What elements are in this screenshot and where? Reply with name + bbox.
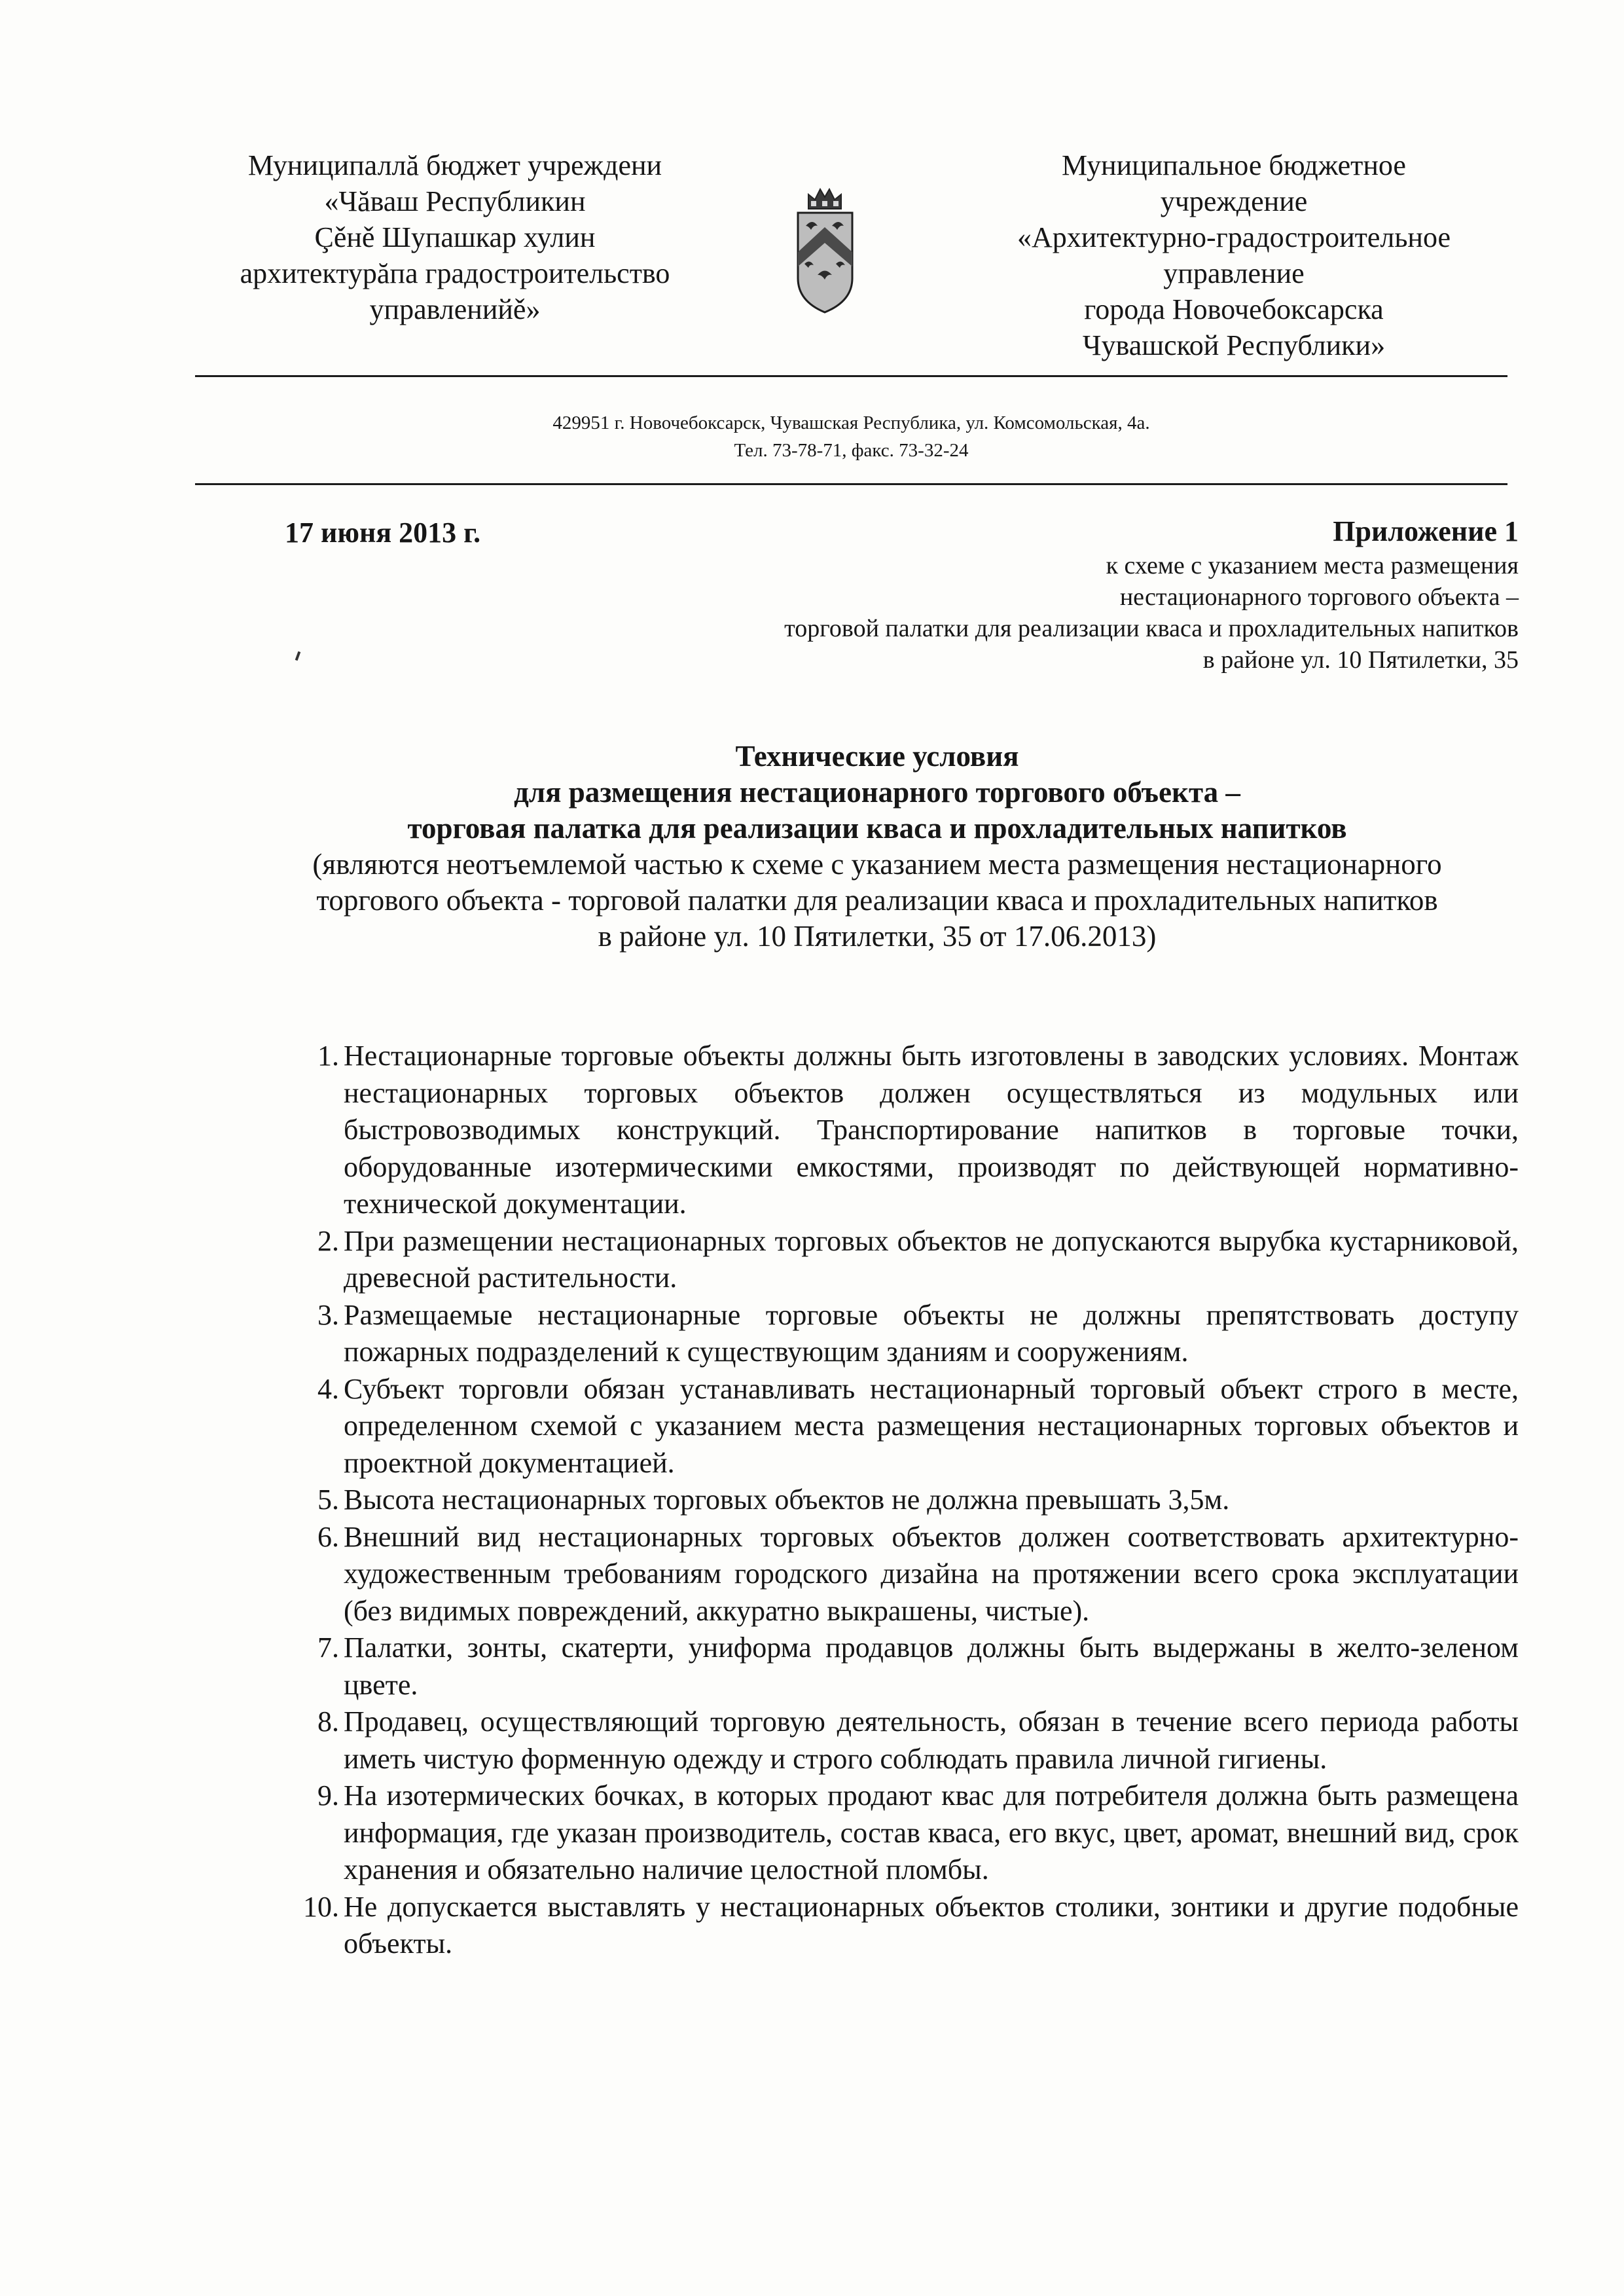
annex-line: в районе ул. 10 Пятилетки, 35 <box>1202 646 1519 674</box>
item-text: Палатки, зонты, скатерти, униформа продавцов должны быть выдержаны в желто-зеленом цвете. <box>344 1631 1519 1701</box>
condition-item <box>288 1519 1519 1630</box>
condition-item <box>288 1297 1519 1371</box>
header-left-line: управленийě» <box>369 293 541 325</box>
title-line: Технические условия <box>735 740 1019 773</box>
header-right-line: Муниципальное бюджетное <box>1062 149 1406 181</box>
condition-item <box>288 1777 1519 1889</box>
item-text: На изотермических бочках, в которых продают квас для потребителя должна быть размещена информация, где указан производитель, состав кваса, его вкус, цвет, аромат, внешний вид, срок хранения и обязательно наличие целостной пломбы. <box>344 1779 1519 1886</box>
item-number: 9. <box>317 1779 339 1812</box>
contact-info <box>195 409 1507 464</box>
header-left-line: «Чăваш Республикин <box>324 185 586 217</box>
annex-line: к схеме с указанием места размещения <box>1106 552 1519 579</box>
annex-line: торговой палатки для реализации кваса и прохладительных напитков <box>784 615 1519 642</box>
subtitle-line: (являются неотъемлемой частью к схеме с указанием места размещения нестационарного <box>312 848 1442 881</box>
coat-of-arms-emblem-icon <box>794 187 856 314</box>
item-text: Субъект торговли обязан устанавливать нестационарный торговый объект строго в месте, определенном схемой с указанием места размещения нестационарных торговых объектов и проектной документацией. <box>344 1372 1519 1479</box>
annex-title: Приложение 1 <box>1333 515 1519 547</box>
header-right-line: города Новочебоксарска <box>1084 293 1384 325</box>
header-right-line: управление <box>1163 257 1305 289</box>
condition-item <box>288 1630 1519 1704</box>
header-right-institution <box>972 147 1496 363</box>
annex-block <box>655 516 1519 676</box>
item-text: Размещаемые нестационарные торговые объекты не должны препятствовать доступу пожарных подразделений к существующим зданиям и сооружениям. <box>344 1298 1519 1368</box>
item-text: Внешний вид нестационарных торговых объектов должен соответствовать архитектурно-художественным требованиям городского дизайна на протяжении всего срока эксплуатации (без видимых повреждений, аккуратно выкрашены, чистые). <box>344 1520 1519 1627</box>
item-text: Нестационарные торговые объекты должны быть изготовлены в заводских условиях. Монтаж нестационарных торговых объектов должен осуществляться из модульных или быстровозводимых конструкций. Транспортирование напитков в торговые точки, оборудованные изотермическими емкостями, производят по действующей нормативно-технической документации. <box>344 1040 1519 1220</box>
subtitle-line: в районе ул. 10 Пятилетки, 35 от 17.06.2013) <box>598 920 1157 953</box>
document-title <box>236 738 1519 955</box>
title-line: торговая палатка для реализации кваса и прохладительных напитков <box>407 812 1347 845</box>
address-text: 429951 г. Новочебоксарск, Чувашская Республика, ул. Комсомольская, 4а. <box>552 412 1150 433</box>
header-divider-bottom <box>195 483 1507 485</box>
item-text: Продавец, осуществляющий торговую деятельность, обязан в течение всего периода работы иметь чистую форменную одежду и строго соблюдать правила личной гигиены. <box>344 1705 1519 1775</box>
condition-item <box>288 1223 1519 1297</box>
item-text: Не допускается выставлять у нестационарных объектов столики, зонтики и другие подобные объекты. <box>344 1890 1519 1959</box>
condition-item <box>288 1371 1519 1482</box>
scan-speck <box>295 651 301 661</box>
header-right-line: «Архитектурно-градостроительное <box>1017 221 1451 253</box>
item-text: Высота нестационарных торговых объектов не должна превышать 3,5м. <box>344 1484 1230 1516</box>
condition-item <box>288 1889 1519 1963</box>
item-number: 1. <box>317 1040 339 1072</box>
item-number: 4. <box>317 1372 339 1405</box>
header-left-line: Çěнě Шупашкар хулин <box>314 221 596 253</box>
header-left-line: Муниципаллă бюджет учреждени <box>247 149 662 181</box>
item-number: 10. <box>303 1890 339 1923</box>
subtitle-line: торгового объекта - торговой палатки для реализации кваса и прохладительных напитков <box>316 884 1438 917</box>
header-divider-top <box>195 375 1507 377</box>
header-right-line: Чувашской Республики» <box>1082 329 1386 361</box>
header-left-institution <box>187 147 723 327</box>
title-line: для размещения нестационарного торгового объекта – <box>514 776 1240 809</box>
conditions-list <box>288 1038 1519 1963</box>
item-number: 7. <box>317 1631 339 1664</box>
item-number: 3. <box>317 1298 339 1331</box>
header-left-line: архитектурăпа градостроительство <box>240 257 670 289</box>
document-date: 17 июня 2013 г. <box>285 517 481 549</box>
condition-item <box>288 1482 1519 1519</box>
annex-line: нестационарного торгового объекта – <box>1119 583 1519 611</box>
header-right-line: учреждение <box>1160 185 1308 217</box>
item-number: 2. <box>317 1224 339 1257</box>
phone-text: Тел. 73-78-71, факс. 73-32-24 <box>734 440 969 461</box>
condition-item <box>288 1038 1519 1223</box>
item-text: При размещении нестационарных торговых объектов не допускаются вырубка кустарниковой, древесной растительности. <box>344 1224 1519 1294</box>
item-number: 8. <box>317 1705 339 1738</box>
item-number: 6. <box>317 1520 339 1553</box>
condition-item <box>288 1704 1519 1777</box>
item-number: 5. <box>317 1484 339 1516</box>
